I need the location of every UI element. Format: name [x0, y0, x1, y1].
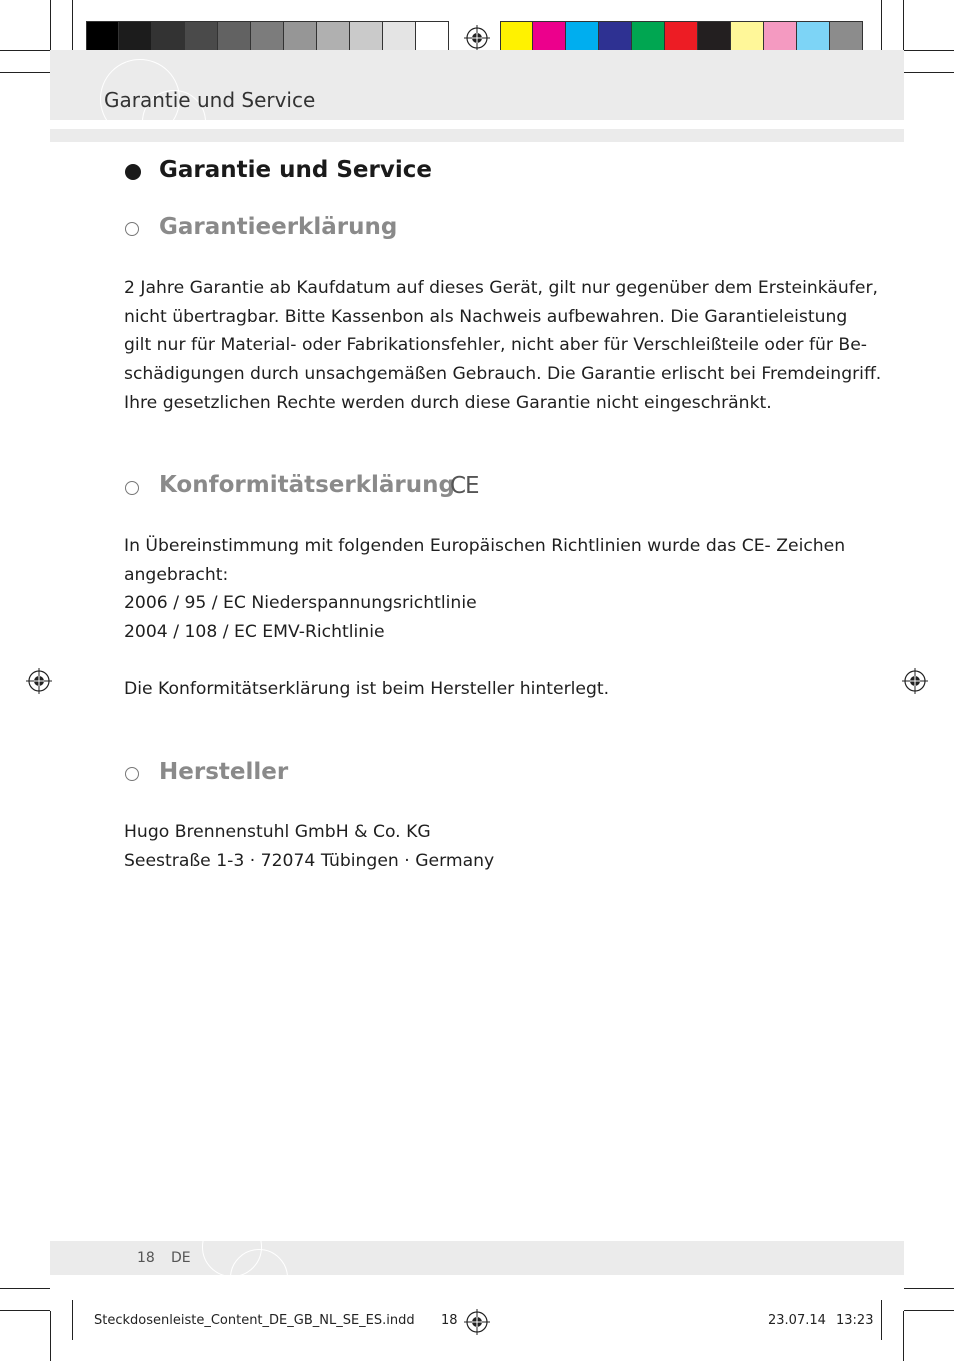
text-line: angebracht:	[124, 564, 229, 585]
conformity-note	[124, 675, 844, 704]
open-bullet-icon	[125, 222, 139, 236]
registration-mark-icon	[464, 1309, 490, 1335]
text-line: schädigungen durch unsachgemäßen Gebrauch. Die Garantie erlischt bei Fremdeingriff.	[124, 364, 882, 385]
text-line: 2006 / 95 / EC Niederspannungsrichtlinie	[124, 593, 477, 614]
guarantee-text	[124, 274, 882, 418]
text-line: Ihre gesetzlichen Rechte werden durch diese Garantie nicht eingeschränkt.	[124, 392, 772, 413]
conformity-text	[124, 532, 844, 647]
page-number: 18	[137, 1250, 155, 1266]
ce-mark-icon: CE	[450, 473, 479, 499]
open-bullet-icon	[125, 481, 139, 495]
text-line: 2004 / 108 / EC EMV-Richtlinie	[124, 622, 385, 643]
text-line: In Übereinstimmung mit folgenden Europäischen Richtlinien wurde das CE- Zeichen	[124, 536, 846, 556]
conformity-heading: Konformitätserklärung	[159, 472, 455, 498]
slug-page: 18	[441, 1313, 458, 1328]
filled-bullet-icon	[125, 164, 141, 180]
registration-mark-icon	[26, 668, 52, 694]
header-strip	[50, 129, 904, 142]
text-line: gilt nur für Material- oder Fabrikationsfehler, nicht aber für Verschleißteile oder für Be-	[124, 335, 868, 356]
manufacturer-heading: Hersteller	[159, 759, 289, 785]
text-line: Die Konformitätserklärung ist beim Hersteller hinterlegt.	[124, 679, 610, 699]
registration-mark-icon	[464, 25, 490, 51]
guarantee-heading: Garantieerklärung	[159, 214, 398, 240]
language-code: DE	[171, 1250, 191, 1266]
section-title: Garantie und Service	[159, 157, 432, 183]
slug-time: 13:23	[836, 1313, 874, 1328]
slug-date: 23.07.14	[768, 1313, 826, 1328]
manufacturer-text	[124, 818, 844, 875]
text-line: 2 Jahre Garantie ab Kaufdatum auf dieses Gerät, gilt nur gegenüber dem Ersteinkäufer,	[124, 278, 878, 298]
slug-filename: Steckdosenleiste_Content_DE_GB_NL_SE_ES.indd	[94, 1313, 415, 1328]
registration-mark-icon	[902, 668, 928, 694]
text-line: Seestraße 1-3 · 72074 Tübingen · Germany	[124, 850, 495, 871]
text-line: Hugo Brennenstuhl GmbH & Co. KG	[124, 822, 431, 842]
running-header-title: Garantie und Service	[104, 88, 316, 112]
text-line: nicht übertragbar. Bitte Kassenbon als Nachweis aufbewahren. Die Garantieleistung	[124, 306, 848, 327]
open-bullet-icon	[125, 767, 139, 781]
